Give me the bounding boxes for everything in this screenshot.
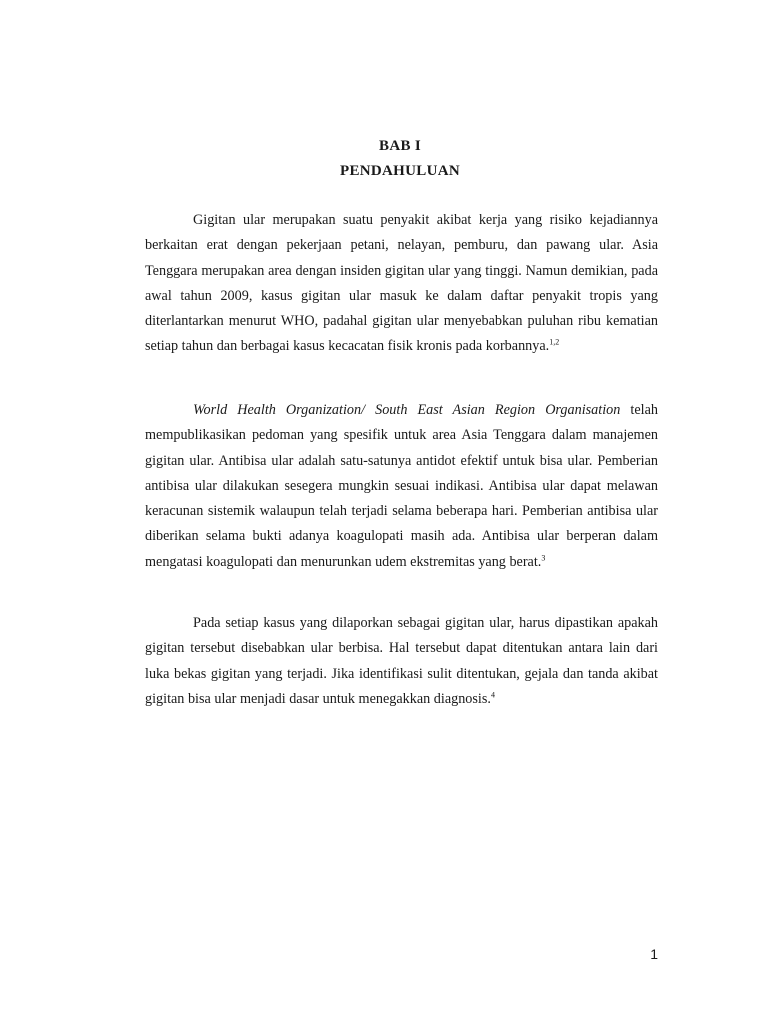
page-number: 1 — [650, 946, 658, 962]
citation-1: 1,2 — [549, 337, 560, 347]
paragraph-3 — [145, 611, 658, 712]
paragraph-2 — [145, 398, 658, 575]
chapter-title: PENDAHULUAN — [340, 163, 460, 179]
paragraph-1 — [145, 208, 658, 360]
citation-2: 3 — [541, 553, 546, 563]
paragraph-2-lead: World Health Organization/ South East Asian Region Organisation — [193, 402, 621, 418]
paragraph-1-text: Gigitan ular merupakan suatu penyakit akibat kerja yang risiko kejadiannya berkaitan erat dengan pekerjaan petani, nelayan, pemburu, dan pawang ular. Asia Tenggara merupakan area dengan insiden gigitan ular yang tinggi. Namun demikian, pada awal tahun 2009, kasus gigitan ular masuk ke dalam daftar penyakit tropis yang diterlantarkan menurut WHO, padahal gigitan ular menyebabkan puluhan ribu kematian setiap tahun dan berbagai kasus kecacatan fisik kronis pada korbannya. — [145, 212, 658, 355]
paragraph-2-text: telah mempublikasikan pedoman yang spesifik untuk area Asia Tenggara dalam manajemen gigitan ular. Antibisa ular adalah satu-satunya antidot efektif untuk bisa ular. Pemberian antibisa ular dilakukan sesegera mungkin sesuai indikasi. Antibisa ular dapat melawan keracunan sistemik walaupun telah terjadi selama beberapa hari. Pemberian antibisa ular diberikan selama bukti adanya koagulopati masih ada. Antibisa ular berperan dalam mengatasi koagulopati dan menurunkan udem ekstremitas yang berat. — [145, 402, 658, 570]
citation-3: 4 — [490, 690, 495, 700]
chapter-number: BAB I — [379, 138, 421, 154]
paragraph-3-text: Pada setiap kasus yang dilaporkan sebagai gigitan ular, harus dipastikan apakah gigitan tersebut disebabkan ular berbisa. Hal tersebut dapat ditentukan antara lain dari luka bekas gigitan yang terjadi. Jika identifikasi sulit ditentukan, gejala dan tanda akibat gigitan bisa ular menjadi dasar untuk menegakkan diagnosis. — [145, 615, 658, 707]
